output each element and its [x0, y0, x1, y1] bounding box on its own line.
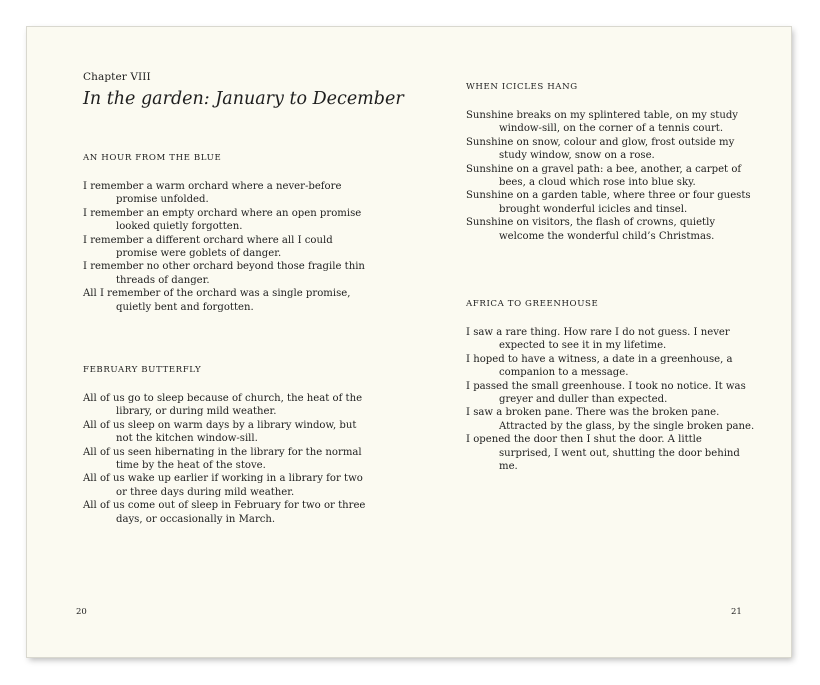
poem-line: Sunshine on a gravel path: a bee, another, a carpet of bees, a cloud which rose into blue sky.	[466, 163, 742, 189]
poem-title: AN HOUR FROM THE BLUE	[83, 153, 222, 163]
chapter-title: In the garden: January to December	[83, 89, 404, 109]
poem-line: I remember no other orchard beyond those fragile thin threads of danger.	[83, 261, 365, 286]
poem-title: AFRICA TO GREENHOUSE	[466, 299, 599, 309]
poem-when-icicles-hang	[466, 82, 756, 243]
poem-line: Sunshine on visitors, the flash of crowns, quietly welcome the wonderful child’s Christmas.	[466, 217, 716, 242]
poem-line: I hoped to have a witness, a date in a greenhouse, a companion to a message.	[466, 353, 733, 379]
poem-line: Sunshine on snow, colour and glow, frost outside my study window, snow on a rose.	[466, 136, 735, 162]
poem-africa-to-greenhouse	[466, 299, 756, 473]
chapter-label: Chapter VIII	[83, 71, 151, 83]
poem-line: Sunshine breaks on my splintered table, on my study window-sill, on the corner of a tennis court.	[466, 110, 738, 135]
page-number: 21	[731, 607, 742, 617]
poem-line: I remember a warm orchard where a never-before promise unfolded.	[83, 181, 342, 206]
poem-title: FEBRUARY BUTTERFLY	[83, 365, 202, 375]
poem-line: All of us seen hibernating in the library for the normal time by the heat of the stove.	[83, 446, 362, 472]
poem-line: All of us wake up earlier if working in a library for two or three days during mild weather.	[83, 473, 363, 498]
page-number: 20	[76, 607, 87, 617]
poem-line: All I remember of the orchard was a single promise, quietly bent and forgotten.	[83, 288, 351, 313]
poem-title: WHEN ICICLES HANG	[466, 82, 578, 92]
left-page	[27, 27, 409, 657]
book-spread	[27, 27, 791, 657]
poem-line: Sunshine on a garden table, where three or four guests brought wonderful icicles and tinsel.	[466, 190, 751, 215]
poem-an-hour-from-the-blue	[83, 153, 373, 314]
poem-february-butterfly	[83, 365, 373, 526]
poem-line: All of us go to sleep because of church, the heat of the library, or during mild weather.	[83, 393, 363, 418]
poem-line: I remember a different orchard where all I could promise were goblets of danger.	[83, 234, 333, 260]
poem-line: I saw a broken pane. There was the broken pane. Attracted by the glass, by the single broken pane.	[466, 407, 755, 432]
poem-line: I opened the door then I shut the door. A little surprised, I went out, shutting the door behind me.	[466, 434, 740, 473]
poem-line: All of us come out of sleep in February for two or three days, or occasionally in March.	[83, 500, 366, 525]
poem-line: I passed the small greenhouse. I took no notice. It was greyer and duller than expected.	[466, 380, 746, 406]
poem-line: I saw a rare thing. How rare I do not guess. I never expected to see it in my lifetime.	[466, 327, 730, 352]
poem-line: All of us sleep on warm days by a library window, but not the kitchen window-sill.	[83, 419, 357, 445]
poem-line: I remember an empty orchard where an open promise looked quietly forgotten.	[83, 207, 362, 233]
right-page	[409, 27, 791, 657]
